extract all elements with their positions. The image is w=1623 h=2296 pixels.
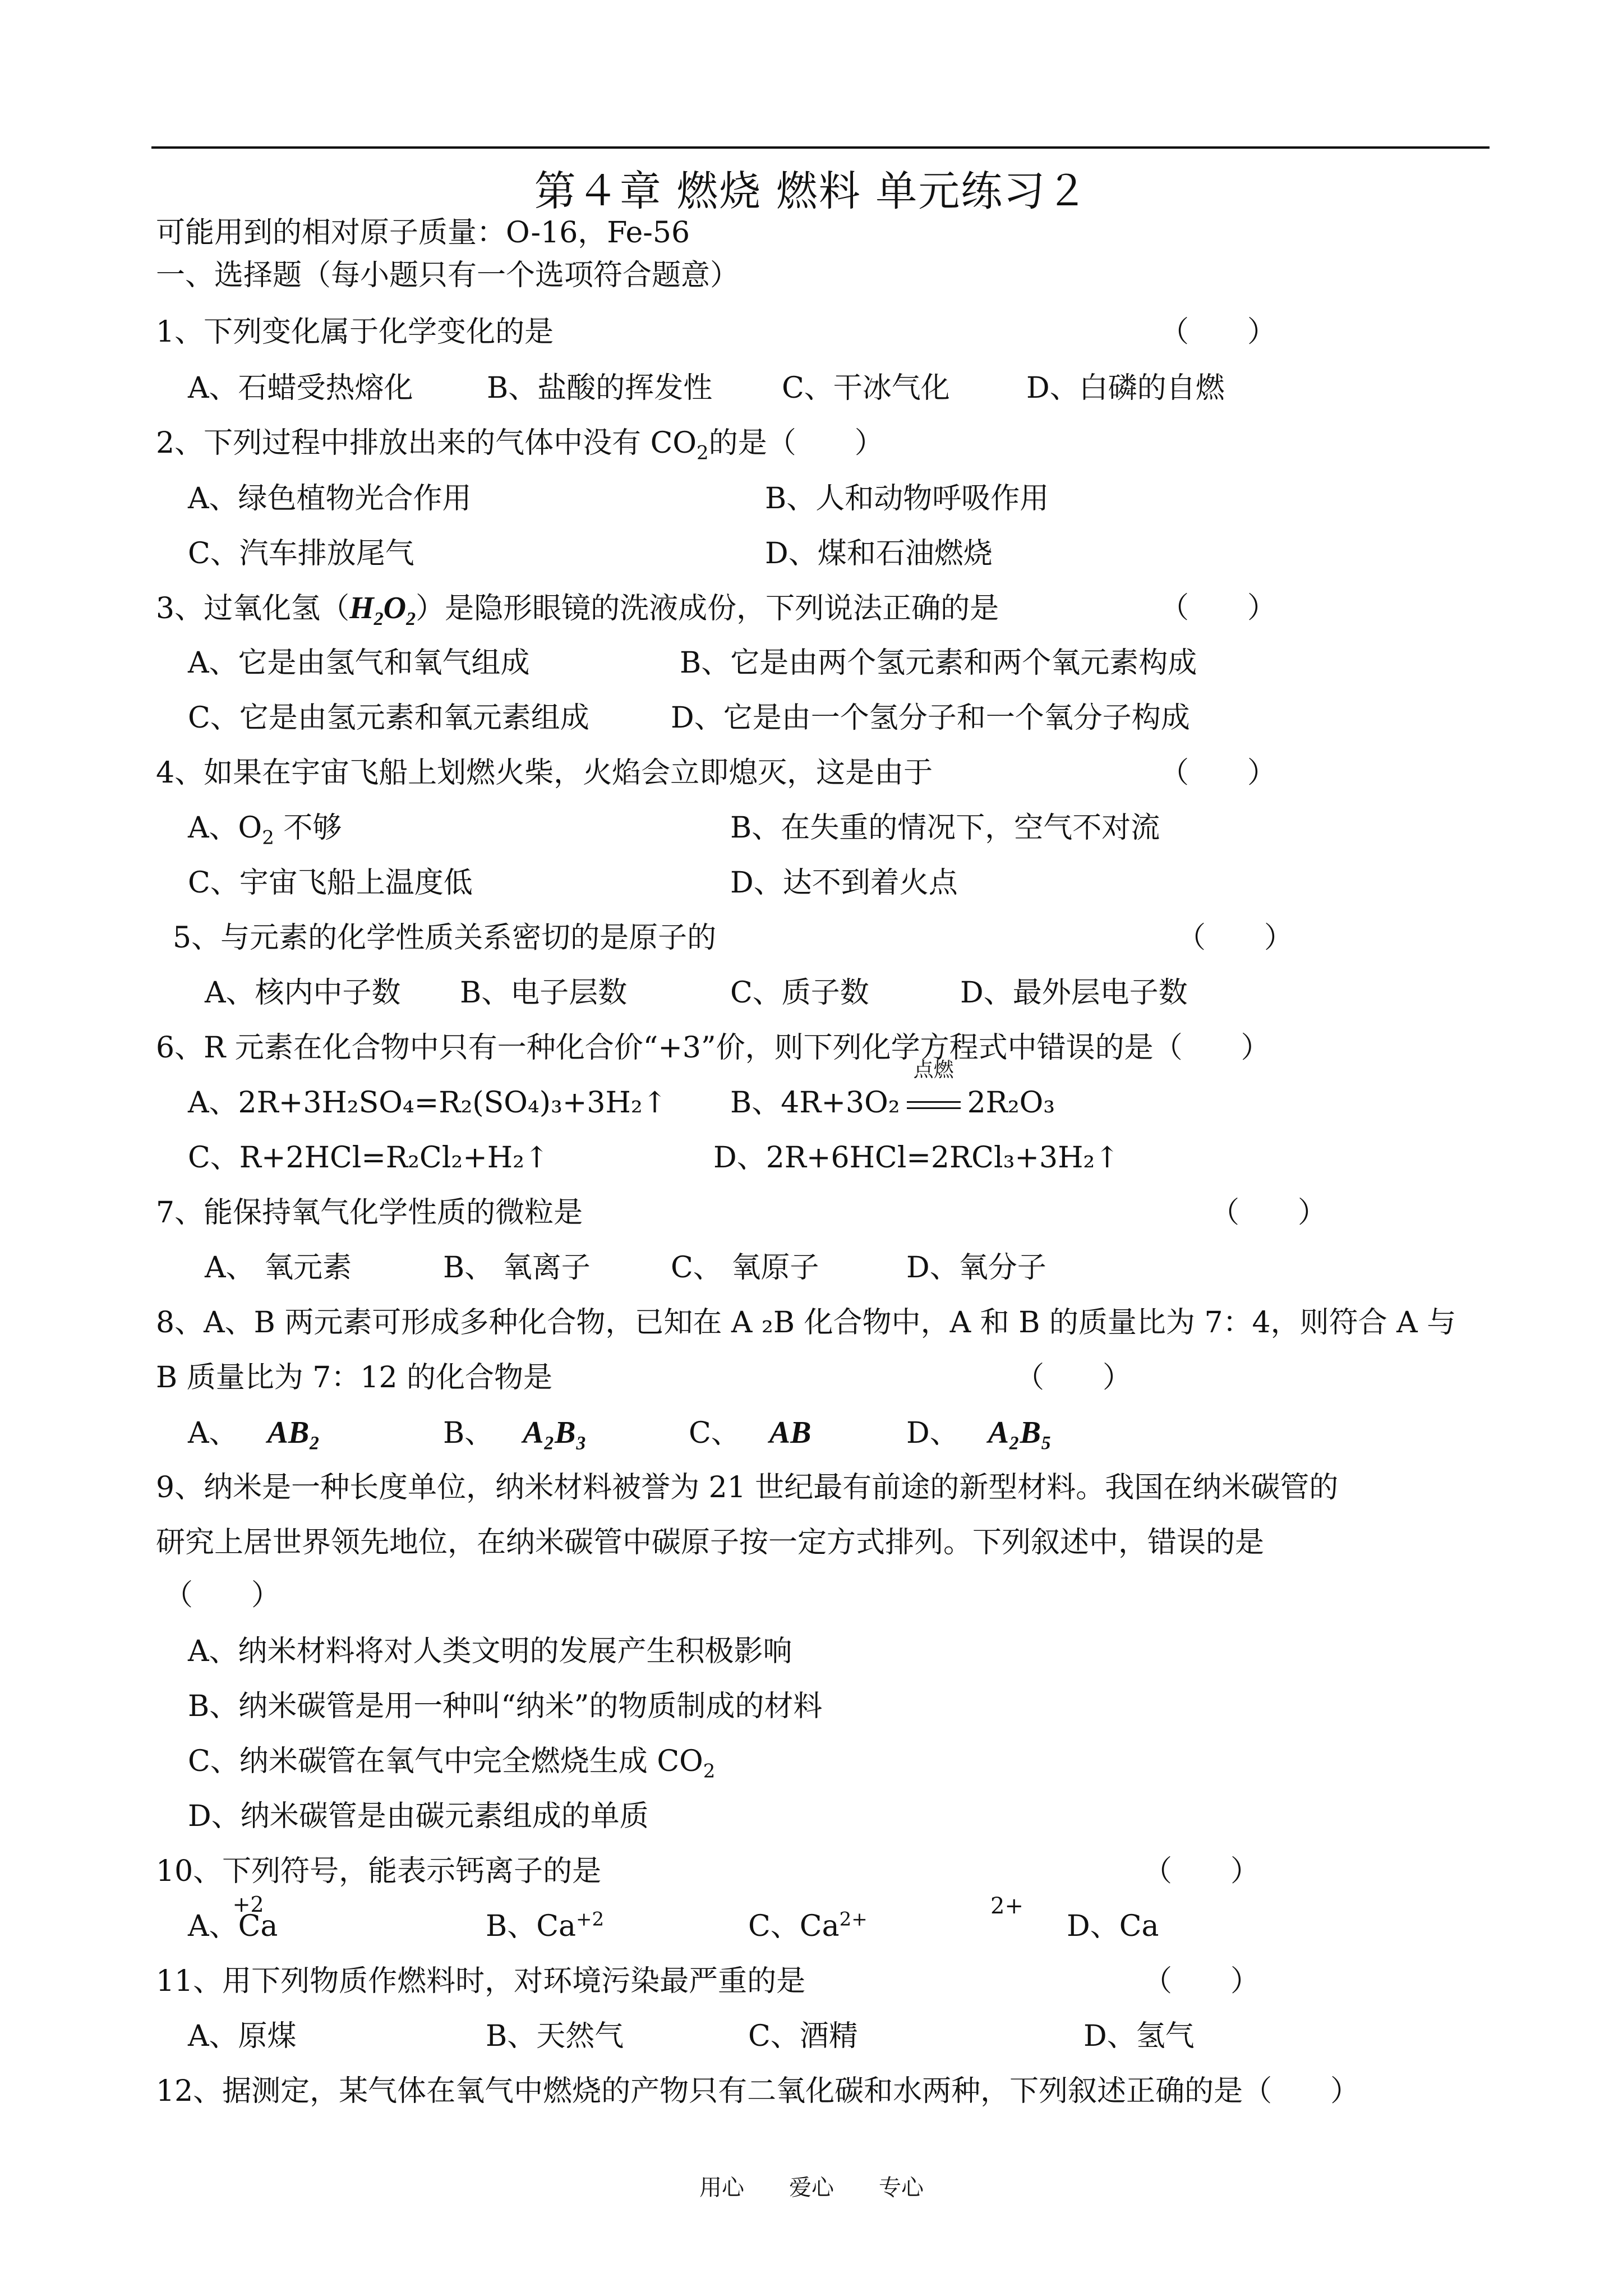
q4-option-d: D、达不到着火点 <box>730 866 958 900</box>
q7-answer-blank: （ ） <box>1210 1196 1327 1230</box>
q7-option-d: D、氧分子 <box>906 1251 1046 1285</box>
q8-answer-blank: （ ） <box>1015 1361 1132 1395</box>
q11-option-a: A、原煤 <box>188 2019 297 2053</box>
q10-option-d-superscript: 2+ <box>990 1893 1023 1919</box>
q7-stem: 7、能保持氧气化学性质的微粒是 <box>156 1196 583 1230</box>
header-rule <box>151 146 1490 149</box>
q1-option-c: C、干冰气化 <box>782 371 950 405</box>
q5-option-c: C、质子数 <box>730 976 869 1010</box>
q4-option-b: B、在失重的情况下，空气不对流 <box>730 811 1160 845</box>
q11-option-c: C、酒精 <box>748 2019 858 2053</box>
q11-stem: 11、用下列物质作燃料时，对环境污染最严重的是 <box>156 1964 806 1998</box>
q11-option-b: B、天然气 <box>486 2019 624 2053</box>
q2-option-c: C、汽车排放尾气 <box>188 537 414 570</box>
q4-option-a: A、$O_2$ 不够 <box>188 811 342 849</box>
q9-option-a: A、纳米材料将对人类文明的发展产生积极影响 <box>188 1635 792 1668</box>
q3-option-b: B、它是由两个氢元素和两个氧元素构成 <box>680 646 1197 680</box>
q3-stem: 3、过氧化氢$(H_2O_2)$是隐形眼镜的洗液成份，下列说法正确的是 <box>156 591 999 630</box>
q10-option-b: B、$Ca^{+2}$ <box>486 1908 605 1943</box>
condition-label: 点燃 <box>913 1059 954 1082</box>
q8-stem-line2: B 质量比为 7：12 的化合物是 <box>156 1361 553 1395</box>
q12-stem: 12、据测定，某气体在氧气中燃烧的产物只有二氧化碳和水两种，下列叙述正确的是（ ） <box>156 2074 1360 2108</box>
q10-stem: 10、下列符号，能表示钙离子的是 <box>156 1855 602 1888</box>
q6-option-d: D、2R+6HCl=2RCl₃+3H₂↑ <box>713 1141 1119 1175</box>
q6-stem: 6、R 元素在化合物中只有一种化合价“+3”价，则下列化学方程式中错误的是（ ） <box>156 1031 1270 1065</box>
q8-option-b: B、 A₂B₃ <box>443 1415 587 1450</box>
q3-option-a: A、它是由氢气和氧气组成 <box>188 646 530 680</box>
page-title: 第４章 燃烧 燃料 单元练习２ <box>534 167 1089 215</box>
page-footer: 用心 爱心 专心 <box>699 2175 924 2201</box>
q7-option-c: C、 氧原子 <box>671 1251 819 1285</box>
q10-option-d: D、Ca <box>1067 1910 1159 1943</box>
q9-option-d: D、纳米碳管是由碳元素组成的单质 <box>188 1800 649 1833</box>
q9-answer-blank: （ ） <box>164 1579 281 1612</box>
q1-stem: 1、下列变化属于化学变化的是 <box>156 315 554 349</box>
q8-option-c: C、 AB <box>689 1415 811 1450</box>
valence-mark: +2 <box>232 1892 264 1917</box>
equals-sign <box>907 1101 961 1109</box>
q7-option-a: A、 氧元素 <box>205 1251 352 1285</box>
q10-option-a: A、 +2 Ca <box>188 1892 278 1943</box>
q6-option-a: A、2R+3H₂SO₄=R₂(SO₄)₃+3H₂↑ <box>188 1086 667 1120</box>
q9-option-b: B、纳米碳管是用一种叫“纳米”的物质制成的材料 <box>188 1690 823 1723</box>
q5-answer-blank: （ ） <box>1177 921 1294 955</box>
q8-option-a: A、 AB₂ <box>188 1415 320 1450</box>
q4-answer-blank: （ ） <box>1160 756 1277 790</box>
q6-option-b: B、4R+3O₂ 点燃 2R₂O₃ <box>730 1059 1055 1120</box>
q2-stem: 2、下列过程中排放出来的气体中没有 $CO_2$的是（ ） <box>156 426 884 464</box>
h2o2-formula: $H_2O_2$ <box>349 591 416 630</box>
q5-option-d: D、最外层电子数 <box>960 976 1188 1010</box>
q2-option-b: B、人和动物呼吸作用 <box>765 482 1049 516</box>
q1-option-a: A、石蜡受热熔化 <box>188 371 413 405</box>
q8-stem-line1: 8、A、B 两元素可形成多种化合物，已知在 A ₂B 化合物中，A 和 B 的质量比为 7：4，则符合 A 与 <box>156 1306 1456 1340</box>
q3-option-c: C、它是由氢元素和氧元素组成 <box>188 701 589 735</box>
q11-option-d: D、氢气 <box>1083 2019 1195 2053</box>
q10-answer-blank: （ ） <box>1143 1855 1260 1888</box>
q11-answer-blank: （ ） <box>1143 1964 1260 1998</box>
q9-stem-line1: 9、纳米是一种长度单位，纳米材料被誉为 21 世纪最有前途的新型材料。我国在纳米碳管的 <box>156 1471 1339 1504</box>
q1-answer-blank: （ ） <box>1160 315 1277 349</box>
q3-option-d: D、它是由一个氢分子和一个氧分子构成 <box>671 701 1190 735</box>
q5-option-b: B、电子层数 <box>460 976 628 1010</box>
q9-option-c: C、纳米碳管在氧气中完全燃烧生成 $CO_2$ <box>188 1745 716 1783</box>
section-heading: 一、选择题（每小题只有一个选项符合题意） <box>156 259 740 292</box>
q5-option-a: A、核内中子数 <box>205 976 401 1010</box>
q1-option-b: B、盐酸的挥发性 <box>487 371 713 405</box>
q7-option-b: B、 氧离子 <box>443 1251 591 1285</box>
q9-stem-line2: 研究上居世界领先地位，在纳米碳管中碳原子按一定方式排列。下列叙述中，错误的是 <box>156 1526 1265 1559</box>
q1-option-d: D、白磷的自燃 <box>1026 371 1225 405</box>
q4-option-c: C、宇宙飞船上温度低 <box>188 866 473 900</box>
q4-stem: 4、如果在宇宙飞船上划燃火柴，火焰会立即熄灭，这是由于 <box>156 756 933 790</box>
q2-option-a: A、绿色植物光合作用 <box>188 482 472 516</box>
q3-answer-blank: （ ） <box>1160 591 1277 625</box>
q10-option-c: C、$Ca^{2+}$ <box>748 1908 868 1943</box>
q5-stem: 5、与元素的化学性质关系密切的是原子的 <box>173 921 717 955</box>
q8-option-d: D、 A₂B₅ <box>906 1415 1052 1450</box>
atomic-mass-note: 可能用到的相对原子质量：O-16，Fe-56 <box>156 216 690 250</box>
q6-option-c: C、R+2HCl=R₂Cl₂+H₂↑ <box>188 1141 549 1175</box>
q2-option-d: D、煤和石油燃烧 <box>765 537 993 570</box>
